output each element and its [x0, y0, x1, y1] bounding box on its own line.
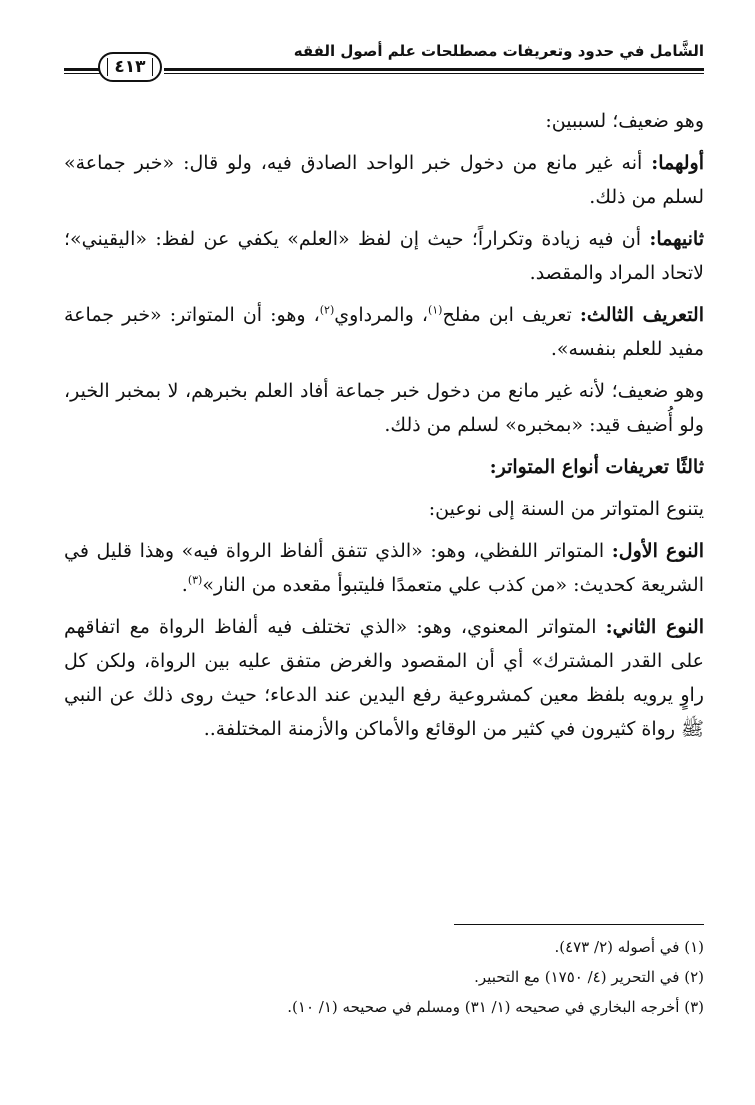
paragraph-text: أنه غير مانع من دخول خبر الواحد الصادق فيه، ولو قال: «خبر جماعة» لسلم من ذلك.: [64, 152, 704, 208]
paragraph-text: المتواتر اللفظي، وهو: «الذي تتفق ألفاظ الرواة فيه» وهذا قليل في الشريعة كحديث: «من كذب علي متعمدًا فليتبوأ مقعده من النار»: [64, 540, 704, 596]
paragraph-text: المتواتر المعنوي، وهو: «الذي تختلف فيه ألفاظ الرواة مع اتفاقهم على القدر المشترك» أي أن المقصود والغرض متفق عليه بين الرواة، ولكن كل راوٍ يرويه بلفظ معين كمشروعية رفع اليدين عند الدعاء؛ حيث روى ذلك عن النبي ﷺ رواة كثيرون في كثير من الوقائع والأماكن والأزمنة المختلفة..: [64, 616, 704, 740]
paragraph-text: تعريف ابن مفلح: [442, 304, 580, 326]
paragraph-text: وهو ضعيف؛ لأنه غير مانع من دخول خبر جماعة أفاد العلم بخبرهم، لا بمخبر الخير، ولو أُضيف قيد: «بمخبره» لسلم من ذلك.: [64, 380, 704, 436]
paragraph: [64, 146, 704, 214]
paragraph-text: ، والمرداوي: [334, 304, 428, 326]
footnote: (٣) أخرجه البخاري في صحيحه (١/ ٣١) ومسلم في صحيحه (١/ ١٠).: [287, 998, 704, 1016]
footnote: (٢) في التحرير (٤/ ١٧٥٠) مع التحبير.: [474, 968, 704, 986]
footnote-separator: [454, 924, 704, 925]
paragraph-lead: أولهما:: [651, 152, 704, 174]
paragraph-text: ، وهو: أن المتواتر: «خبر جماعة مفيد للعلم بنفسه».: [64, 304, 704, 360]
paragraph: [64, 374, 704, 442]
paragraph: [64, 534, 704, 602]
heading-text: ثالثًا تعريفات أنواع المتواتر:: [489, 456, 704, 478]
folio-rule-thick: [64, 68, 100, 71]
header-rule-thick: [164, 68, 704, 71]
book-title: الشَّامل في حدود وتعريفات مصطلحات علم أصول الفقه: [293, 42, 704, 60]
paragraph: [64, 610, 704, 746]
footnote-ref[interactable]: (١): [427, 303, 443, 317]
paragraph-text: أن فيه زيادة وتكراراً؛ حيث إن لفظ «العلم» يكفي عن لفظ: «اليقيني»؛ لاتحاد المراد والمقصد.: [64, 228, 704, 284]
main-text: [64, 104, 704, 754]
section-heading: [64, 450, 704, 484]
page-number-frame: [98, 52, 162, 82]
paragraph-lead: ثانيهما:: [649, 228, 704, 250]
running-header: [64, 40, 704, 90]
folio-rule-thin: [64, 73, 100, 74]
page-number: ٤١٣: [107, 58, 152, 76]
paragraph-text: يتنوع المتواتر من السنة إلى نوعين:: [428, 498, 704, 520]
header-rule-thin: [164, 73, 704, 74]
paragraph-lead: النوع الأول:: [611, 540, 704, 562]
paragraph: [64, 104, 704, 138]
paragraph: [64, 222, 704, 290]
paragraph: [64, 492, 704, 526]
paragraph-text: .: [181, 574, 188, 596]
paragraph-lead: النوع الثاني:: [605, 616, 704, 638]
footnote: (١) في أصوله (٢/ ٤٧٣).: [554, 938, 704, 956]
paragraph-text: وهو ضعيف؛ لسببين:: [545, 110, 704, 132]
paragraph-lead: التعريف الثالث:: [579, 304, 704, 326]
footnote-ref[interactable]: (٣): [187, 573, 203, 587]
paragraph: [64, 298, 704, 366]
footnotes: [64, 932, 704, 1022]
footnote-ref[interactable]: (٢): [319, 303, 335, 317]
